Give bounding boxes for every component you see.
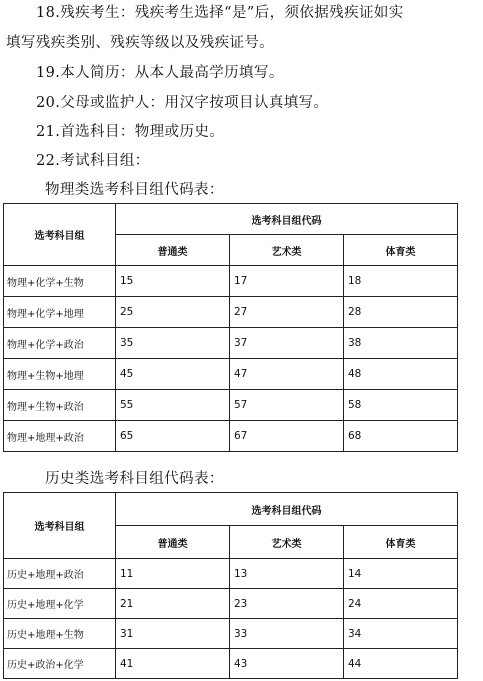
code-sports: 28 — [344, 297, 458, 328]
table-row — [4, 619, 458, 649]
paragraph-20: 20.父母或监护人：用汉字按项目认真填写。 — [36, 95, 329, 111]
paragraph-21: 21.首选科目：物理或历史。 — [36, 124, 225, 140]
subject-combo: 历史+地理+生物 — [4, 619, 116, 649]
table-row — [4, 421, 458, 452]
code-general: 15 — [116, 266, 230, 297]
subject-combo: 物理+生物+地理 — [4, 359, 116, 390]
subject-combo: 历史+地理+化学 — [4, 589, 116, 619]
code-art: 23 — [230, 589, 344, 619]
header-subject-group: 选考科目组 — [4, 493, 116, 559]
table-row — [4, 390, 458, 421]
code-general: 25 — [116, 297, 230, 328]
code-general: 55 — [116, 390, 230, 421]
table-row — [4, 359, 458, 390]
table-row — [4, 297, 458, 328]
code-sports: 18 — [344, 266, 458, 297]
paragraph-19: 19.本人简历：从本人最高学历填写。 — [36, 65, 284, 81]
code-art: 13 — [230, 559, 344, 589]
code-sports: 58 — [344, 390, 458, 421]
table-row — [4, 559, 458, 589]
code-general: 21 — [116, 589, 230, 619]
code-art: 17 — [230, 266, 344, 297]
code-sports: 68 — [344, 421, 458, 452]
paragraph-18-line-2: 填写残疾类别、残疾等级以及残疾证号。 — [6, 35, 275, 51]
code-art: 27 — [230, 297, 344, 328]
code-art: 57 — [230, 390, 344, 421]
code-general: 41 — [116, 649, 230, 679]
table-row — [4, 266, 458, 297]
code-art: 67 — [230, 421, 344, 452]
subject-combo: 历史+政治+化学 — [4, 649, 116, 679]
history-code-table — [3, 492, 458, 679]
code-sports: 48 — [344, 359, 458, 390]
header-general: 普通类 — [116, 526, 230, 559]
subject-combo: 物理+地理+政治 — [4, 421, 116, 452]
code-general: 35 — [116, 328, 230, 359]
header-subject-group: 选考科目组 — [4, 204, 116, 266]
subject-combo: 物理+化学+政治 — [4, 328, 116, 359]
header-sports: 体育类 — [344, 526, 458, 559]
subject-combo: 物理+化学+生物 — [4, 266, 116, 297]
code-art: 37 — [230, 328, 344, 359]
header-art: 艺术类 — [230, 526, 344, 559]
subject-combo: 物理+化学+地理 — [4, 297, 116, 328]
code-general: 45 — [116, 359, 230, 390]
table-row — [4, 649, 458, 679]
subject-combo: 历史+地理+政治 — [4, 559, 116, 589]
code-art: 47 — [230, 359, 344, 390]
header-group-code: 选考科目组代码 — [116, 204, 458, 235]
code-art: 43 — [230, 649, 344, 679]
header-sports: 体育类 — [344, 235, 458, 266]
physics-code-table — [3, 203, 458, 452]
code-general: 31 — [116, 619, 230, 649]
paragraph-18-continued — [6, 32, 476, 54]
header-art: 艺术类 — [230, 235, 344, 266]
physics-table-caption: 物理类选考科目组代码表： — [45, 182, 224, 198]
paragraph-22: 22.考试科目组： — [36, 153, 150, 169]
code-sports: 44 — [344, 649, 458, 679]
table-row — [4, 328, 458, 359]
header-general: 普通类 — [116, 235, 230, 266]
table-row — [4, 589, 458, 619]
paragraph-18-line-1: 18.残疾考生：残疾考生选择“是”后，须依据残疾证如实 — [36, 5, 404, 21]
code-sports: 14 — [344, 559, 458, 589]
paragraph-18 — [6, 2, 476, 24]
history-table-caption: 历史类选考科目组代码表： — [45, 471, 224, 487]
code-art: 33 — [230, 619, 344, 649]
code-general: 11 — [116, 559, 230, 589]
code-sports: 38 — [344, 328, 458, 359]
code-sports: 34 — [344, 619, 458, 649]
subject-combo: 物理+生物+政治 — [4, 390, 116, 421]
header-group-code: 选考科目组代码 — [116, 493, 458, 526]
code-sports: 24 — [344, 589, 458, 619]
code-general: 65 — [116, 421, 230, 452]
